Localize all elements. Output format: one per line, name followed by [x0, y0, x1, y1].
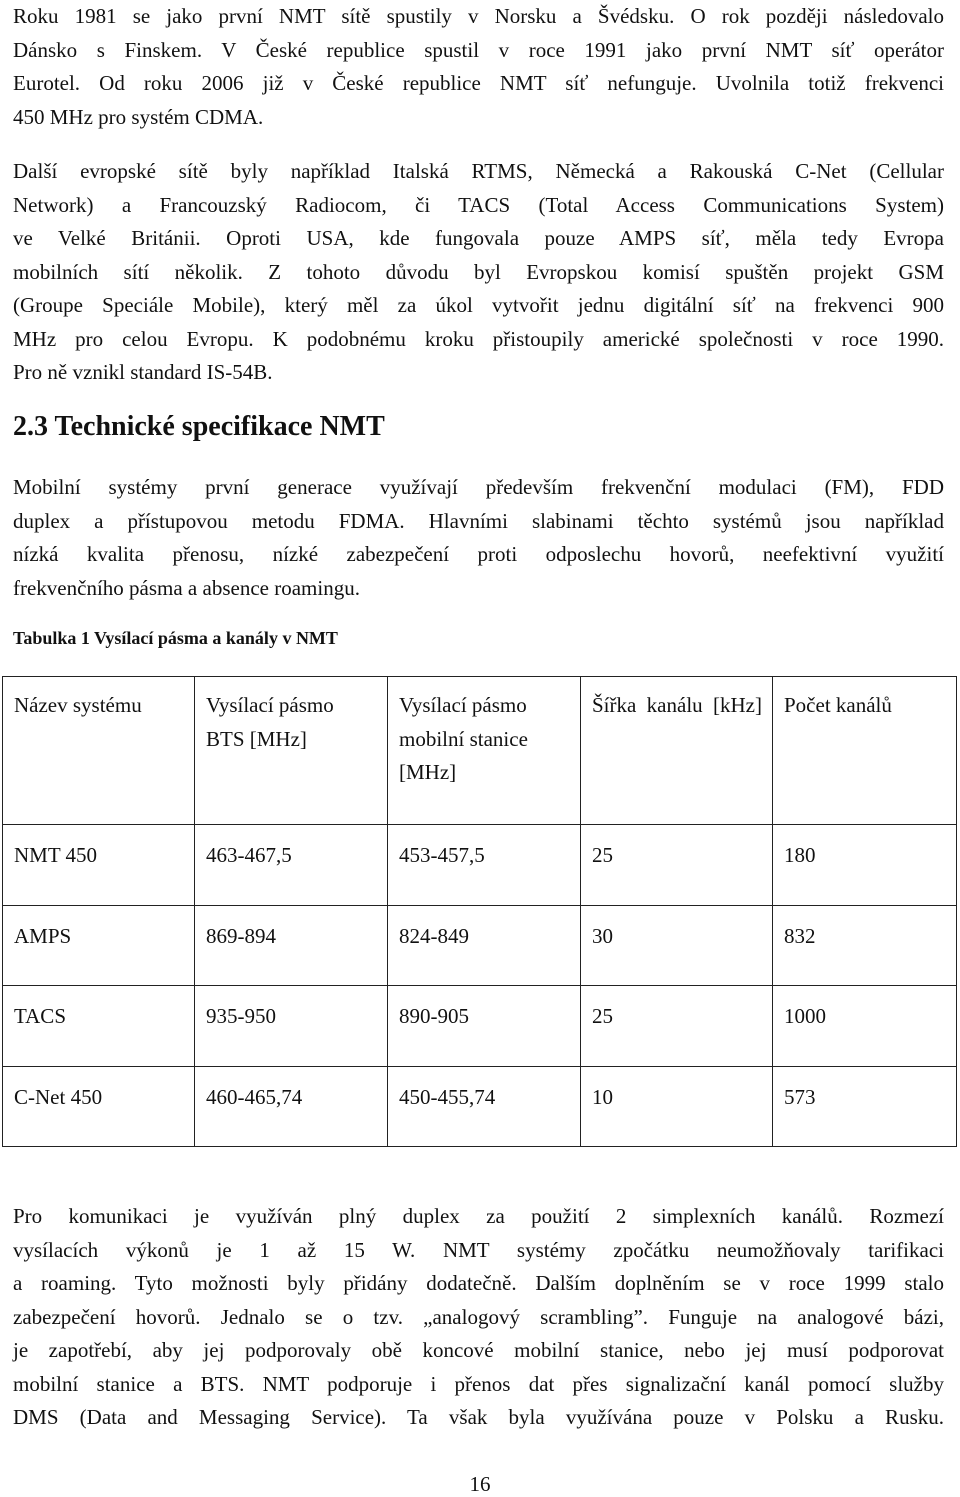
table-row — [3, 1066, 957, 1147]
table-cell: 463-467,5 — [195, 825, 388, 906]
text-line: duplex a přístupovou metodu FDMA. Hlavními slabinami těchto systémů jsou například — [13, 508, 944, 533]
text-line: frekvenčního pásma a absence roamingu. — [13, 575, 360, 600]
table-row — [3, 986, 957, 1067]
table-cell: 460-465,74 — [195, 1066, 388, 1147]
table-row — [3, 825, 957, 906]
text-line: zabezpečení hovorů. Jednalo se o tzv. „analogový scrambling”. Funguje na analogové bázi, — [13, 1304, 944, 1329]
table-cell: 25 — [581, 986, 773, 1067]
table-cell: 890-905 — [388, 986, 581, 1067]
text-line: a roaming. Tyto možnosti byly přidány dodatečně. Dalším doplněním se v roce 1999 stalo — [13, 1271, 944, 1295]
text-line: je zapotřebí, aby jej podporovaly obě koncové mobilní stanice, nebo jej musí podporovat — [13, 1338, 944, 1362]
text-line: 450 MHz pro systém CDMA. — [13, 104, 264, 129]
table-cell: AMPS — [3, 905, 195, 986]
table-cell: 453-457,5 — [388, 825, 581, 906]
text-line: Mobilní systémy první generace využívají především frekvenční modulaci (FM), FDD — [13, 475, 944, 499]
header-channel-width — [581, 677, 773, 825]
header-system-name: Název systému — [3, 677, 195, 825]
text-line: Roku 1981 se jako první NMT sítě spustily v Norsku a Švédsku. O rok později následovalo — [13, 4, 944, 28]
paragraph-european-networks — [13, 155, 944, 390]
table-cell: 824-849 — [388, 905, 581, 986]
table-cell: NMT 450 — [3, 825, 195, 906]
table-cell: 573 — [773, 1066, 957, 1147]
table-cell: 180 — [773, 825, 957, 906]
table-cell: 450-455,74 — [388, 1066, 581, 1147]
text-line: Eurotel. Od roku 2006 již v České republice NMT síť nefunguje. Uvolnila totiž frekvenci — [13, 71, 944, 95]
table-row — [3, 905, 957, 986]
table-cell: 30 — [581, 905, 773, 986]
table-cell: 935-950 — [195, 986, 388, 1067]
table-caption: Tabulka 1 Vysílací pásma a kanály v NMT — [13, 628, 338, 648]
text-line: (Groupe Speciále Mobile), který měl za úkol vytvořit jednu digitální síť na frekvenci 900 — [13, 293, 944, 317]
table-header-row — [3, 677, 957, 825]
text-line: mobilní stanice a BTS. NMT podporuje i přenos dat přes signalizační kanál pomocí služby — [13, 1371, 944, 1396]
text-line: ve Velké Británii. Oproti USA, kde fungovala pouze AMPS síť, měla tedy Evropa — [13, 226, 944, 250]
text-line: nízká kvalita přenosu, nízké zabezpečení proti odposlechu hovorů, neefektivní využití — [13, 542, 944, 566]
table-cell: 10 — [581, 1066, 773, 1147]
header-mobile-band: Vysílací pásmo mobilní stanice [MHz] — [388, 677, 581, 825]
text-line: Network) a Francouzský Radiocom, či TACS (Total Access Communications System) — [13, 192, 944, 217]
table-cell: C-Net 450 — [3, 1066, 195, 1147]
text-line: Pro komunikaci je využíván plný duplex za použití 2 simplexních kanálů. Rozmezí — [13, 1204, 944, 1228]
text-line: mobilních sítí několik. Z tohoto důvodu byl Evropskou komisí spuštěn projekt GSM — [13, 259, 944, 284]
text-line: vysílacích výkonů je 1 až 15 W. NMT systémy zpočátku neumožňovaly tarifikaci — [13, 1237, 944, 1262]
text-line: MHz pro celou Evropu. K podobnému kroku přistoupily americké společnosti v roce 1990. — [13, 326, 944, 351]
text-line: Dánsko s Finskem. V České republice spustil v roce 1991 jako první NMT síť operátor — [13, 37, 944, 62]
frequency-table — [2, 676, 957, 1147]
paragraph-first-generation — [13, 471, 944, 605]
text-line: DMS (Data and Messaging Service). Ta však byla využívána pouze v Polsku a Rusku. — [13, 1405, 944, 1429]
paragraph-nmt-launch — [13, 0, 944, 134]
table-cell: 1000 — [773, 986, 957, 1067]
table-cell: TACS — [3, 986, 195, 1067]
table-cell: 25 — [581, 825, 773, 906]
header-bts-band: Vysílací pásmo BTS [MHz] — [195, 677, 388, 825]
text-line: Další evropské sítě byly například Italská RTMS, Německá a Rakouská C-Net (Cellular — [13, 159, 944, 183]
header-channel-count: Počet kanálů — [773, 677, 957, 825]
table-cell: 832 — [773, 905, 957, 986]
section-heading: 2.3 Technické specifikace NMT — [13, 411, 385, 442]
header-channel-width-text: Šířka kanálu [kHz] — [592, 693, 762, 717]
table-cell: 869-894 — [195, 905, 388, 986]
text-line: Pro ně vznikl standard IS-54B. — [13, 360, 273, 384]
page-number: 16 — [469, 1472, 491, 1496]
paragraph-duplex-details — [13, 1200, 944, 1435]
